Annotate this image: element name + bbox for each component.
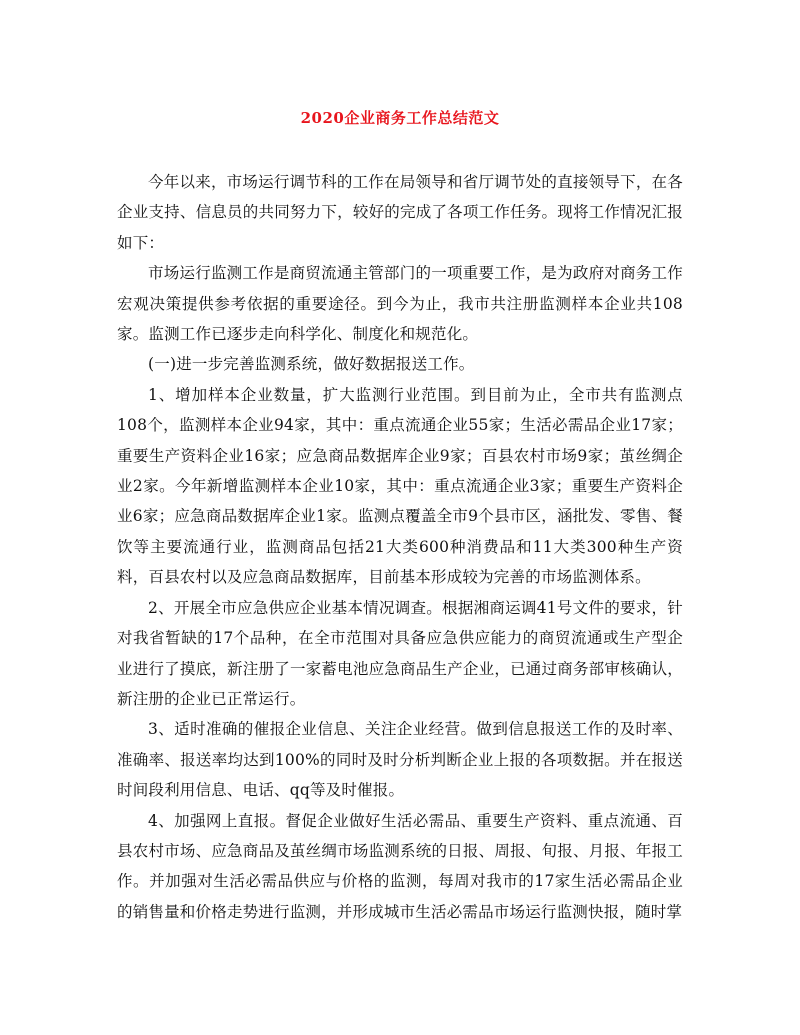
- paragraph-section-heading: (一)进一步完善监测系统，做好数据报送工作。: [148, 355, 475, 374]
- paragraph-item-4: 4、加强网上直报。督促企业做好生活必需品、重要生产资料、重点流通、百县农村市场、应急商品及茧丝绸市场监测系统的日报、周报、旬报、月报、年报工作。并加强对生活必需品供应与价格的监测，每周对我市的17家生活必需品企业的销售量和价格走势进行监测，并形成城市生活必需品市场运行监测快报，随时掌: [117, 811, 683, 921]
- paragraph-monitoring-overview: 市场运行监测工作是商贸流通主管部门的一项重要工作，是为政府对商务工作宏观决策提供参考依据的重要途径。到今为止，我市共注册监测样本企业共108家。监测工作已逐步走向科学化、制度化和规范化。: [117, 264, 683, 344]
- paragraph-item-1: 1、增加样本企业数量，扩大监测行业范围。到目前为止，全市共有监测点108个，监测样本企业94家，其中：重点流通企业55家；生活必需品企业17家；重要生产资料企业16家；应急商品数据库企业9家；百县农村市场9家；茧丝绸企业2家。今年新增监测样本企业10家，其中：重点流通企业3家；重要生产资料企业6家；应急商品数据库企业1家。监测点覆盖全市9个县市区，涵批发、零售、餐饮等主要流通行业，监测商品包括21大类600种消费品和11大类300种生产资料，百县农村以及应急商品数据库，目前基本形成较为完善的市场监测体系。: [117, 385, 683, 587]
- paragraph-intro: 今年以来，市场运行调节科的工作在局领导和省厅调节处的直接领导下，在各企业支持、信息员的共同努力下，较好的完成了各项工作任务。现将工作情况汇报如下：: [117, 173, 683, 252]
- paragraph-item-3: 3、适时准确的催报企业信息、关注企业经营。做到信息报送工作的及时率、准确率、报送率均达到100%的同时及时分析判断企业上报的各项数据。并在报送时间段利用信息、电话、qq等及时催报。: [117, 720, 683, 800]
- document-title: 2020企业商务工作总结范文: [300, 109, 500, 127]
- document-body: [117, 167, 683, 927]
- paragraph-item-2: 2、开展全市应急供应企业基本情况调查。根据湘商运调41号文件的要求，针对我省暂缺的17个品种，在全市范围对具备应急供应能力的商贸流通或生产型企业进行了摸底，新注册了一家蓄电池应急商品生产企业，已通过商务部审核确认，新注册的企业已正常运行。: [117, 598, 683, 708]
